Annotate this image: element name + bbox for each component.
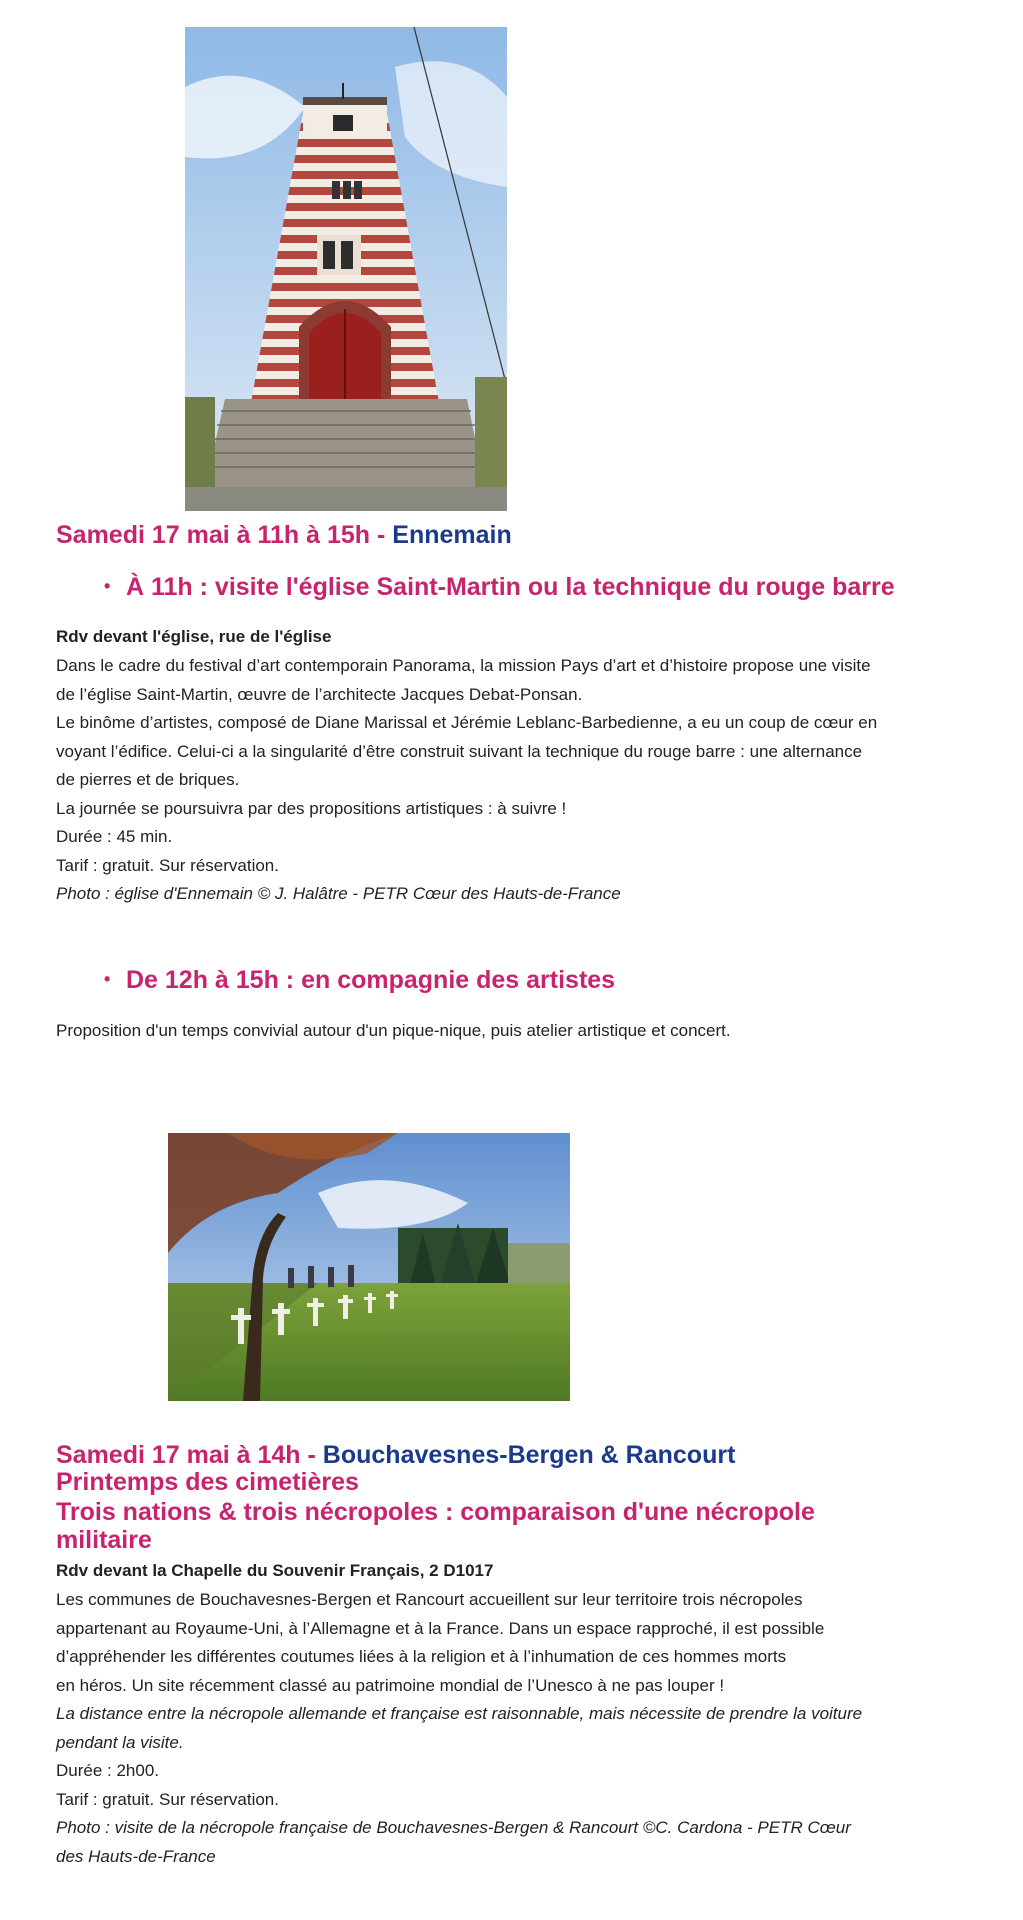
cemetery-illustration — [168, 1133, 570, 1401]
event2-photo-credit: Photo : visite de la nécropole française de Bouchavesnes-Bergen & Rancourt ©C. Cardona - PETR Cœur — [56, 1818, 851, 1837]
event1-line: de pierres et de briques. — [56, 770, 240, 789]
event2-line: appartenant au Royaume-Uni, à l’Allemagne et à la France. Dans un espace rapproché, il est possible — [56, 1618, 825, 1638]
event1-bullet1-title: À 11h : visite l'église Saint-Martin ou la technique du rouge barre — [126, 573, 895, 601]
event2-subtitle1: Printemps des cimetières — [56, 1468, 359, 1496]
event2-duration: Durée : 2h00. — [56, 1761, 160, 1780]
event2-body — [56, 1586, 1016, 1871]
event1-bullet1 — [104, 571, 895, 602]
event1-place: Ennemain — [392, 521, 512, 549]
event2-line: en héros. Un site récemment classé au patrimoine mondial de l’Unesco à ne pas louper ! — [56, 1675, 725, 1695]
bullet-dot-icon: • — [104, 969, 111, 989]
event2-line: d’appréhender les différentes coutumes liées à la religion et à l’inhumation de ces hommes morts — [56, 1647, 787, 1666]
event2-subtitle3: militaire — [56, 1526, 152, 1554]
church-photo — [185, 27, 507, 511]
event1-line: Dans le cadre du festival d’art contemporain Panorama, la mission Pays d’art et d’histoire propose une visite — [56, 656, 871, 675]
event1-line: voyant l’édifice. Celui-ci a la singularité d’être construit suivant la technique du rouge barre : une alternance — [56, 741, 863, 761]
event1-date: Samedi 17 mai à 11h à 15h - — [56, 521, 393, 549]
event2-italic-line: La distance entre la nécropole allemande et française est raisonnable, mais nécessite de prendre la voiture — [56, 1704, 863, 1723]
event2-place: Bouchavesnes-Bergen & Rancourt — [322, 1441, 736, 1469]
event2-subtitle2: Trois nations & trois nécropoles : comparaison d'une nécropole — [56, 1498, 815, 1526]
event2-rdv: Rdv devant la Chapelle du Souvenir Français, 2 D1017 — [56, 1561, 494, 1580]
event1-body — [56, 652, 1016, 909]
event2-heading — [56, 1440, 735, 1470]
event1-bullet2-text: Proposition d'un temps convivial autour d'un pique-nique, puis atelier artistique et concert. — [56, 1021, 731, 1040]
cemetery-photo — [168, 1133, 570, 1401]
church-illustration — [185, 27, 507, 511]
event1-line: Durée : 45 min. — [56, 827, 173, 846]
event1-photo-credit: Photo : église d'Ennemain © J. Halâtre - PETR Cœur des Hauts-de-France — [56, 884, 621, 903]
event1-bullet2 — [104, 964, 615, 995]
event2-price: Tarif : gratuit. Sur réservation. — [56, 1789, 279, 1809]
event2-line: Les communes de Bouchavesnes-Bergen et Rancourt accueillent sur leur territoire trois nécropoles — [56, 1590, 803, 1609]
event2-date: Samedi 17 mai à 14h - — [56, 1441, 323, 1469]
event2-italic-line: pendant la visite. — [56, 1732, 184, 1752]
event1-line: Tarif : gratuit. Sur réservation. — [56, 855, 279, 875]
event1-line: La journée se poursuivra par des propositions artistiques : à suivre ! — [56, 798, 567, 818]
bullet-dot-icon: • — [104, 576, 111, 596]
event1-rdv: Rdv devant l'église, rue de l'église — [56, 627, 332, 646]
event1-line: de l’église Saint-Martin, œuvre de l’architecte Jacques Debat-Ponsan. — [56, 684, 583, 704]
event2-photo-credit: des Hauts-de-France — [56, 1846, 216, 1866]
event1-line: Le binôme d’artistes, composé de Diane Marissal et Jérémie Leblanc-Barbedienne, a eu un coup de cœur en — [56, 713, 878, 732]
event1-bullet2-title: De 12h à 15h : en compagnie des artistes — [126, 966, 616, 994]
event1-heading — [56, 520, 512, 550]
